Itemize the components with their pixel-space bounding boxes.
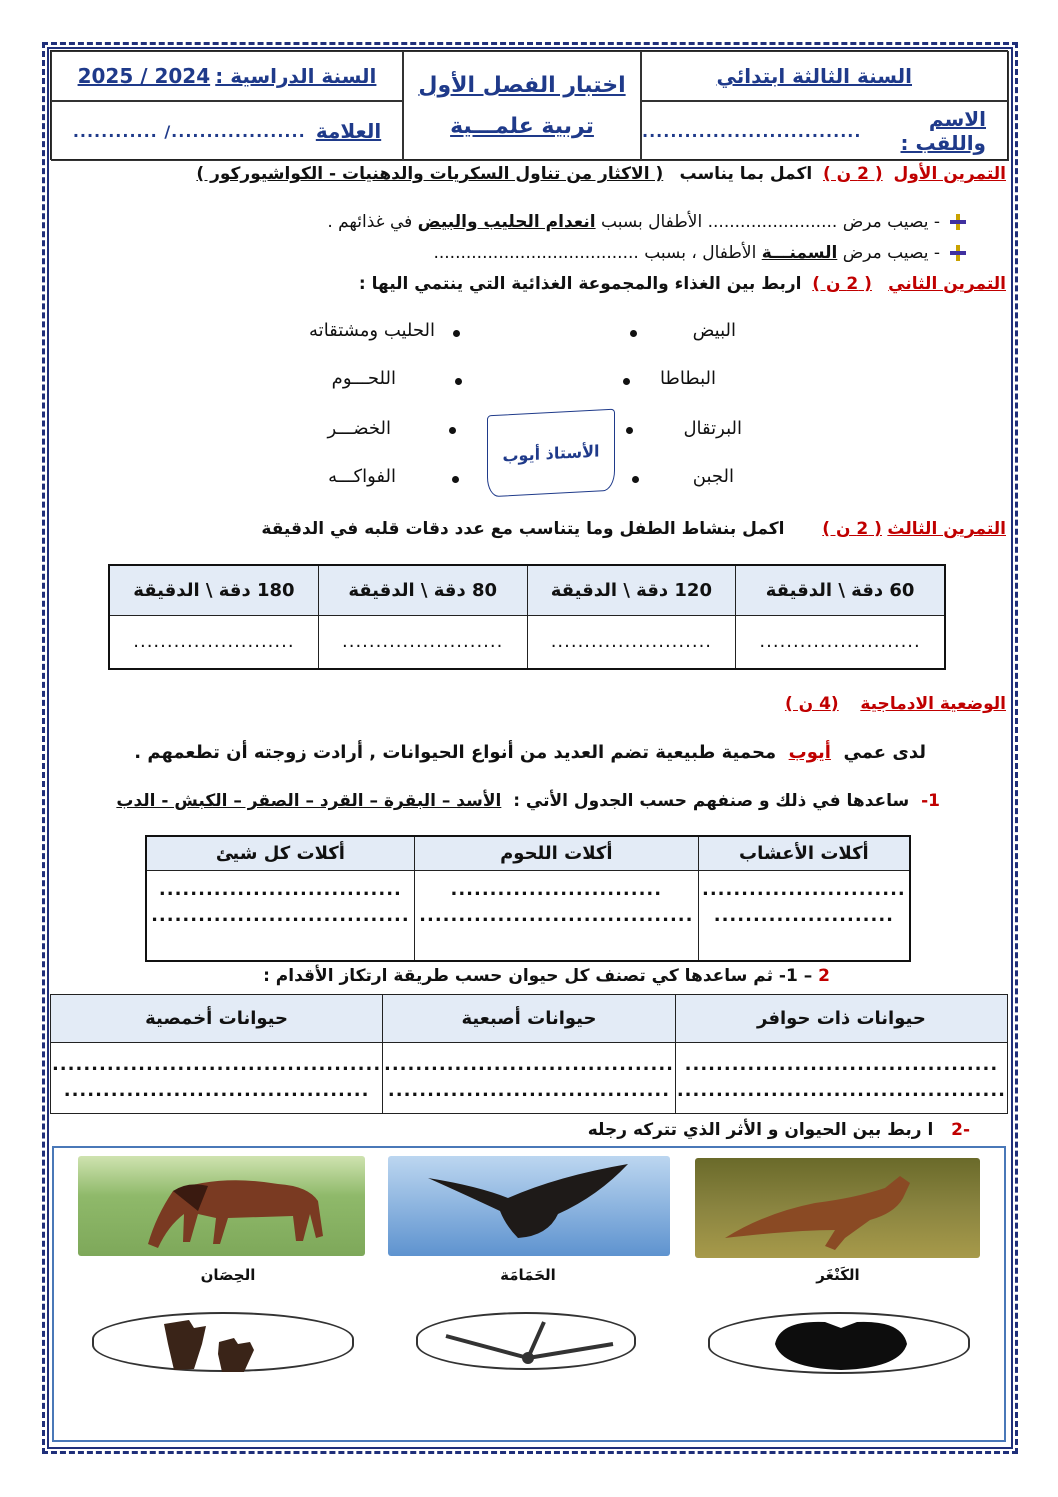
integ-q3 bbox=[588, 1120, 970, 1140]
bullet-plus-icon bbox=[950, 214, 966, 230]
footprint-oval[interactable] bbox=[416, 1312, 636, 1370]
kangaroo-icon bbox=[695, 1158, 980, 1258]
diet-blank[interactable]: ........................... bbox=[450, 878, 663, 900]
group-item: اللحـــوم bbox=[331, 368, 396, 389]
subject-title: تربية علمـــية bbox=[450, 114, 594, 139]
header-table bbox=[50, 50, 1008, 160]
footprint-oval[interactable] bbox=[92, 1312, 354, 1372]
grade-label: العلامة bbox=[315, 119, 382, 143]
heart-rate-cell[interactable]: ........................ bbox=[736, 615, 945, 669]
foot-type-blank[interactable]: ....................................... bbox=[63, 1080, 370, 1101]
integ-q2 bbox=[263, 966, 830, 986]
integ-q2-num: 2 bbox=[818, 966, 830, 986]
kangaroo-footprint-icon bbox=[94, 1314, 356, 1374]
foot-type-blank[interactable]: .......................................... bbox=[51, 1054, 382, 1075]
diet-blank[interactable]: .......................... bbox=[701, 878, 906, 900]
school-year-cell bbox=[51, 51, 403, 101]
exam-title: اختبار الفصل الأول bbox=[418, 73, 626, 98]
heart-rate-header: 60 دقة \ الدقيقة bbox=[736, 565, 945, 615]
integ-q3-text: ا ربط بين الحيوان و الأثر الذي تتركه رجله bbox=[587, 1120, 934, 1140]
integ-q1-text: ساعدها في ذلك و صنفهم حسب الجدول الأتي : bbox=[513, 791, 910, 811]
match-dot[interactable] bbox=[455, 378, 462, 385]
foot-type-header: حيوانات أصبعية bbox=[383, 995, 676, 1043]
integ-q3-num: -2 bbox=[951, 1120, 970, 1140]
ex1-line2 bbox=[433, 243, 940, 263]
integ-intro-b: محمية طبيعية تضم العديد من أنواع الحيوانات , أرادت زوجته أن تطعمهم . bbox=[134, 742, 777, 763]
school-year: 2025 / 2024 bbox=[77, 64, 211, 88]
diet-cell[interactable] bbox=[146, 870, 414, 961]
ex1-instruction: اكمل بما يناسب bbox=[679, 164, 813, 184]
ex2-heading bbox=[359, 274, 1006, 294]
diet-blank[interactable]: ............................... bbox=[158, 878, 402, 900]
grade-field[interactable]: .................../ ............ bbox=[72, 121, 306, 141]
diet-cell[interactable] bbox=[698, 870, 910, 961]
ex1-line2-mid: الأطفال ، بسبب bbox=[644, 243, 757, 263]
bird-icon bbox=[388, 1156, 670, 1256]
heart-rate-cell[interactable]: ........................ bbox=[109, 615, 318, 669]
ex1-line1-prefix: - يصيب مرض bbox=[842, 212, 940, 232]
match-dot[interactable] bbox=[626, 427, 633, 434]
horse-photo bbox=[78, 1156, 365, 1256]
ex1-line1-end: في غذائهم . bbox=[327, 212, 413, 232]
foot-type-cell[interactable] bbox=[383, 1043, 676, 1114]
match-dot[interactable] bbox=[452, 476, 459, 483]
integ-q1-num: 1- bbox=[921, 791, 940, 811]
ex3-points: ( 2 ن ) bbox=[822, 519, 882, 539]
foot-type-cell[interactable] bbox=[675, 1043, 1007, 1114]
heart-rate-header: 120 دقة \ الدقيقة bbox=[527, 565, 736, 615]
ex1-choices: ( الاكثار من تناول السكريات والدهنيات - الكواشيوركور ) bbox=[196, 164, 664, 184]
diet-header: أكلات اللحوم bbox=[414, 836, 698, 870]
ex1-line2-blank[interactable]: ...................................... bbox=[433, 243, 639, 263]
group-item: الفواكـــه bbox=[328, 466, 396, 487]
ex1-line2-prefix: - يصيب مرض bbox=[842, 243, 940, 263]
heart-rate-cell[interactable]: ........................ bbox=[318, 615, 527, 669]
foot-type-blank[interactable]: ..................................... bbox=[384, 1054, 675, 1075]
match-dot[interactable] bbox=[630, 330, 637, 337]
animal-caption: الحِصَان bbox=[200, 1266, 256, 1284]
bird-footprint-icon bbox=[418, 1314, 638, 1372]
integ-heading bbox=[785, 694, 1006, 714]
ex1-line1-blank[interactable]: ........................ bbox=[707, 212, 838, 232]
ex1-line2-bold: السمنـــة bbox=[761, 243, 838, 263]
ex1-line1-bold: انعدام الحليب والبيض bbox=[417, 212, 596, 232]
integ-q1 bbox=[116, 791, 940, 811]
exam-title-cell bbox=[403, 51, 641, 161]
integ-intro-name: أيوب bbox=[788, 742, 831, 763]
integ-title: الوضعية الادماجية bbox=[860, 694, 1006, 714]
level-cell bbox=[641, 51, 1009, 101]
foot-type-table bbox=[50, 994, 1008, 1114]
match-dot[interactable] bbox=[449, 427, 456, 434]
school-year-label: السنة الدراسية : bbox=[215, 64, 377, 88]
foot-type-cell[interactable] bbox=[51, 1043, 383, 1114]
integ-intro-a: لدى عمي bbox=[843, 742, 926, 763]
hoof-footprint-icon bbox=[710, 1314, 972, 1376]
foot-type-blank[interactable]: ........................................ bbox=[684, 1054, 999, 1075]
level-label: السنة الثالثة ابتدائي bbox=[716, 64, 912, 88]
grade-cell bbox=[51, 101, 403, 161]
food-item: البرتقال bbox=[683, 418, 742, 439]
eagle-photo bbox=[388, 1156, 670, 1256]
foot-type-blank[interactable]: .................................... bbox=[387, 1080, 671, 1101]
ex1-title: التمرين الأول bbox=[893, 164, 1006, 184]
kangaroo-photo bbox=[695, 1158, 980, 1258]
integ-q2-text: – 1- ثم ساعدها كي تصنف كل حيوان حسب طريقة ارتكاز الأقدام : bbox=[263, 966, 813, 986]
integ-intro bbox=[134, 742, 926, 763]
diet-table bbox=[145, 835, 911, 962]
footprint-oval[interactable] bbox=[708, 1312, 970, 1374]
match-dot[interactable] bbox=[453, 330, 460, 337]
food-item: البيض bbox=[692, 320, 736, 341]
bullet-plus-icon bbox=[950, 245, 966, 261]
integ-points: (4 ن ) bbox=[784, 694, 839, 714]
ex2-points: ( 2 ن ) bbox=[812, 274, 872, 294]
name-cell bbox=[641, 101, 1009, 161]
diet-blank[interactable]: ................................... bbox=[419, 904, 694, 926]
name-field[interactable]: ............................... bbox=[642, 121, 862, 141]
diet-header: أكلات الأعشاب bbox=[698, 836, 910, 870]
heart-rate-cell[interactable]: ........................ bbox=[527, 615, 736, 669]
ex2-title: التمرين الثاني bbox=[888, 274, 1006, 294]
group-item: الحليب ومشتقاته bbox=[309, 320, 435, 341]
integ-q1-list: الأسد – البقرة – القرد – الصقر – الكبش - الدب bbox=[116, 791, 502, 811]
heart-rate-header: 80 دقة \ الدقيقة bbox=[318, 565, 527, 615]
match-dot[interactable] bbox=[632, 476, 639, 483]
ex3-title: التمرين الثالث bbox=[887, 519, 1006, 539]
ex1-line1 bbox=[327, 212, 940, 232]
diet-header: أكلات كل شيئ bbox=[146, 836, 414, 870]
ex3-instruction: اكمل بنشاط الطفل وما يتناسب مع عدد دقات قلبه في الدقيقة bbox=[261, 519, 785, 539]
horse-icon bbox=[78, 1156, 365, 1256]
teacher-stamp-text: الأستاذ أيوب bbox=[502, 440, 600, 466]
group-item: الخضـــر bbox=[327, 418, 391, 439]
heart-rate-table bbox=[108, 564, 946, 670]
ex1-points: ( 2 ن ) bbox=[822, 164, 883, 184]
foot-type-header: حيوانات ذات حوافر bbox=[675, 995, 1007, 1043]
animal-caption: الكَنْغَر bbox=[816, 1266, 860, 1284]
diet-cell[interactable] bbox=[414, 870, 698, 961]
diet-blank[interactable]: ....................... bbox=[713, 904, 895, 926]
ex1-heading bbox=[196, 164, 1006, 184]
match-dot[interactable] bbox=[623, 378, 630, 385]
foot-type-blank[interactable]: .......................................... bbox=[676, 1080, 1007, 1101]
animal-caption: الحَمَامَة bbox=[500, 1266, 556, 1284]
food-item: البطاطا bbox=[660, 368, 716, 389]
ex3-heading bbox=[261, 519, 1006, 539]
foot-type-header: حيوانات أخمصية bbox=[51, 995, 383, 1043]
food-item: الجبن bbox=[692, 466, 734, 487]
ex2-instruction: اربط بين الغذاء والمجموعة الغذائية التي ينتمي اليها : bbox=[358, 274, 802, 294]
name-label: الاسم واللقب : bbox=[900, 107, 986, 155]
diet-blank[interactable]: ................................. bbox=[151, 904, 410, 926]
heart-rate-header: 180 دقة \ الدقيقة bbox=[109, 565, 318, 615]
ex1-line1-mid: الأطفال بسبب bbox=[601, 212, 703, 232]
teacher-stamp bbox=[487, 409, 615, 498]
